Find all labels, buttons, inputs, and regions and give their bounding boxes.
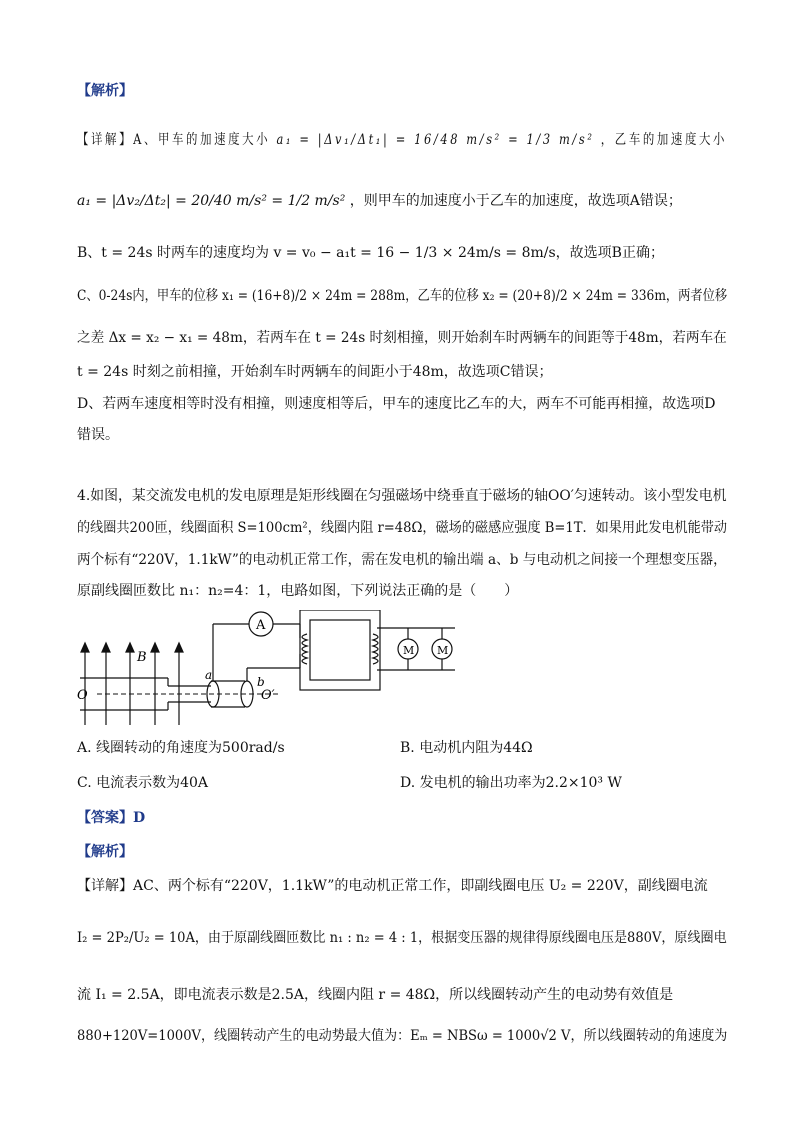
question-4-line-2: 的线圈共200匝，线圈面积 S=100cm²，线圈内阻 r=48Ω，磁场的磁感应强度 B=1T．如果用此发电机能带动 [77,520,727,536]
detail-d-line-1: D、若两车速度相等时没有相撞，则速度相等后，甲车的速度比乙车的大，两车不可能再相撞，故选项D [77,396,716,412]
label-b: b [257,675,265,689]
option-a: A. 线圈转动的角速度为500rad/s [77,740,285,756]
motor-1 [398,639,418,659]
detail-c-line-2: 之差 Δx = x₂ − x₁ = 48m，若两车在 t = 24s 时刻相撞，则开始刹车时两辆车的间距等于48m，若两车在 [77,330,727,346]
detail-a2-line [77,191,727,211]
detail-b-line: B、t = 24s 时两车的速度均为 v = v₀ − a₁t = 16 − 1/3 × 24m/s = 8m/s，故选项B正确； [77,245,664,261]
analysis-heading-2: 【解析】 [77,844,133,860]
detail-a-prefix: 【详解】A、甲车的加速度大小 [77,132,271,148]
detail-a-suffix: ，乙车的加速度大小 [600,132,728,148]
formula-a2: a₁ = |Δv₂/Δt₂| = 20/40 m/s² = 1/2 m/s² [77,193,346,209]
question-4-line-4: 原副线圈匝数比 n₁：n₂=4：1，电路如图，下列说法正确的是（ ） [77,583,519,599]
detail2-line-4: 880+120V=1000V，线圈转动产生的电动势最大值为：Eₘ = NBSω = 1000√2 V，所以线圈转动的角速度为 [77,1028,728,1044]
motor-1-label: M [403,644,415,657]
question-4-line-1: 4.如图，某交流发电机的发电原理是矩形线圈在匀强磁场中绕垂直于磁场的轴OO′匀速转动。该小型发电机 [77,488,727,504]
ammeter [249,612,273,636]
detail-d-line-2: 错误。 [77,427,119,443]
generator-circuit-diagram [75,610,475,735]
detail-c-line-1: C、0-24s内，甲车的位移 x₁ = (16+8)/2 × 24m = 288m，乙车的位移 x₂ = (20+8)/2 × 24m = 336m，两者位移 [77,288,728,304]
ammeter-label: A [256,618,266,633]
question-4-line-3: 两个标有“220V，1.1kW”的电动机正常工作，需在发电机的输出端 a、b 与电动机之间接一个理想变压器， [77,552,727,568]
label-O: O [77,688,88,703]
answer-line: 【答案】D [77,810,146,826]
formula-a1: a₁ = |Δv₁/Δt₁| = 16/48 m/s² = 1/3 m/s² [276,132,595,148]
detail-c-line-3: t = 24s 时刻之前相撞，开始刹车时两辆车的间距小于48m，故选项C错误； [77,364,553,380]
detail2-line-2: I₂ = 2P₂/U₂ = 10A，由于原副线圈匝数比 n₁ : n₂ = 4 : 1，根据变压器的规律得原线圈电压是880V，原线圈电 [77,930,727,946]
circuit-wires [213,624,455,681]
transformer [300,610,380,690]
label-O-prime: O′ [261,688,275,703]
option-c: C. 电流表示数为40A [77,775,209,791]
analysis-heading: 【解析】 [77,83,133,99]
detail2-line-1: 【详解】AC、两个标有“220V，1.1kW”的电动机正常工作，即副线圈电压 U₂ = 220V，副线圈电流 [77,878,708,894]
option-b: B. 电动机内阻为44Ω [400,740,533,756]
option-d: D. 发电机的输出功率为2.2×10³ W [400,775,622,791]
motor-2-label: M [437,644,449,657]
motor-2 [432,639,452,659]
detail-a2-text: ，则甲车的加速度小于乙车的加速度，故选项A错误； [349,193,682,209]
detail2-line-3: 流 I₁ = 2.5A，即电流表示数是2.5A，线圈内阻 r = 48Ω，所以线圈转动产生的电动势有效值是 [77,987,674,1003]
label-B: B [137,650,147,665]
label-a: a [205,668,213,682]
detail-a-line [77,130,728,150]
